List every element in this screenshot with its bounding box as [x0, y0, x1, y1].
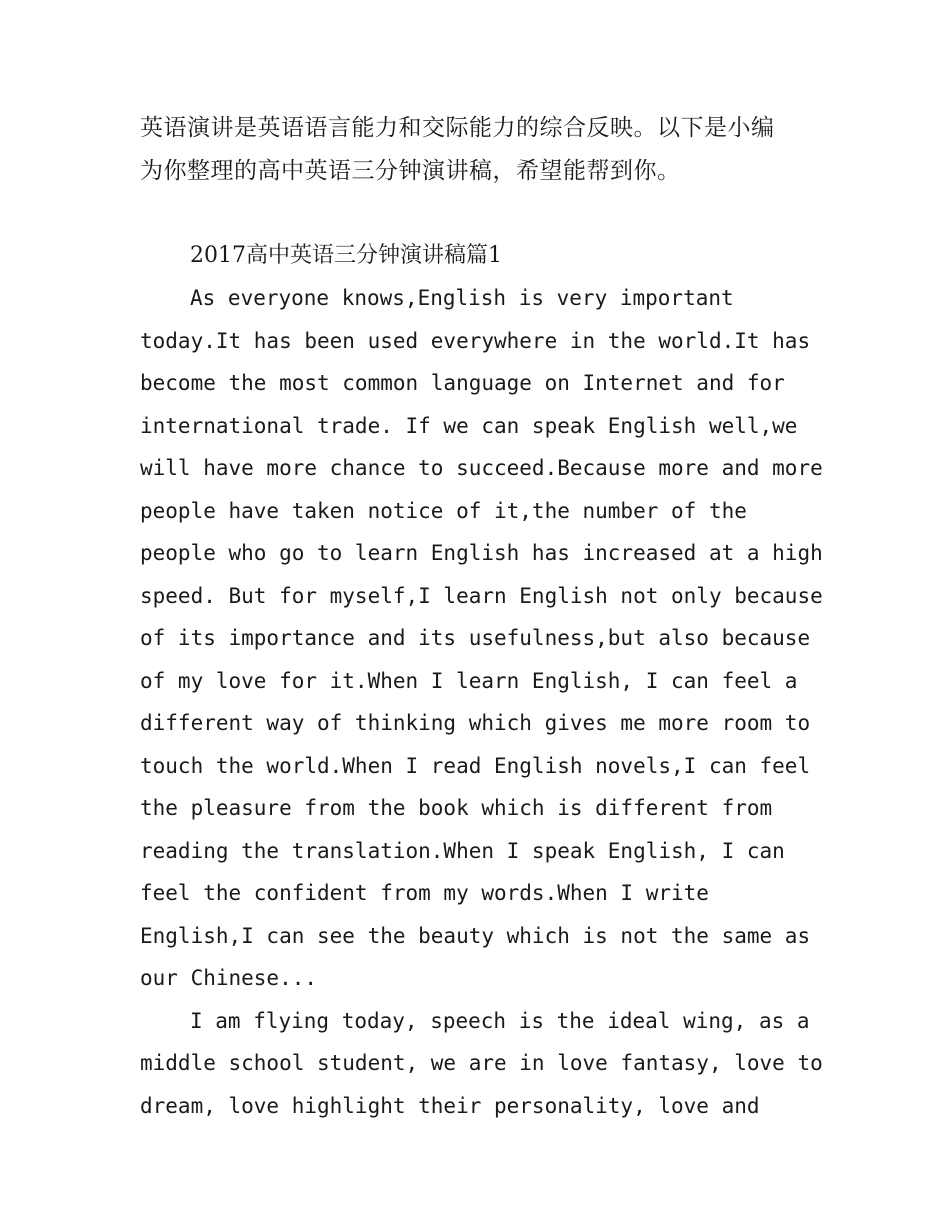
- paragraph-line: international trade. If we can speak English well,we: [140, 414, 798, 438]
- intro-line: 英语演讲是英语语言能力和交际能力的综合反映。以下是小编: [140, 115, 775, 141]
- paragraph-line: As everyone knows,English is very important: [190, 286, 734, 310]
- paragraph-line: our Chinese...: [140, 966, 318, 990]
- paragraph-line: speed. But for myself,I learn English not only because: [140, 584, 823, 608]
- paragraph-line: feel the confident from my words.When I write: [140, 881, 709, 905]
- paragraph-line: middle school student, we are in love fantasy, love to: [140, 1051, 823, 1075]
- paragraph-line: people who go to learn English has increased at a high: [140, 541, 823, 565]
- paragraph-line: become the most common language on Internet and for: [140, 371, 785, 395]
- paragraph-line: dream, love highlight their personality, love and: [140, 1094, 760, 1118]
- paragraph-line: people have taken notice of it,the number of the: [140, 499, 747, 523]
- paragraph-line: touch the world.When I read English novels,I can feel: [140, 754, 811, 778]
- paragraph-line: of its importance and its usefulness,but also because: [140, 626, 811, 650]
- paragraph-line: of my love for it.When I learn English, I can feel a: [140, 669, 798, 693]
- paragraph-line: I am flying today, speech is the ideal wing, as a: [190, 1009, 810, 1033]
- paragraph-line: the pleasure from the book which is different from: [140, 796, 773, 820]
- intro-line: 为你整理的高中英语三分钟演讲稿，希望能帮到你。: [140, 158, 681, 184]
- paragraph-line: today.It has been used everywhere in the world.It has: [140, 329, 811, 353]
- paragraph-line: English,I can see the beauty which is not the same as: [140, 924, 811, 948]
- section-heading: 2017高中英语三分钟演讲稿篇1: [190, 243, 502, 268]
- paragraph-line: will have more chance to succeed.Because more and more: [140, 456, 823, 480]
- paragraph-line: reading the translation.When I speak English, I can: [140, 839, 785, 863]
- paragraph-line: different way of thinking which gives me more room to: [140, 711, 811, 735]
